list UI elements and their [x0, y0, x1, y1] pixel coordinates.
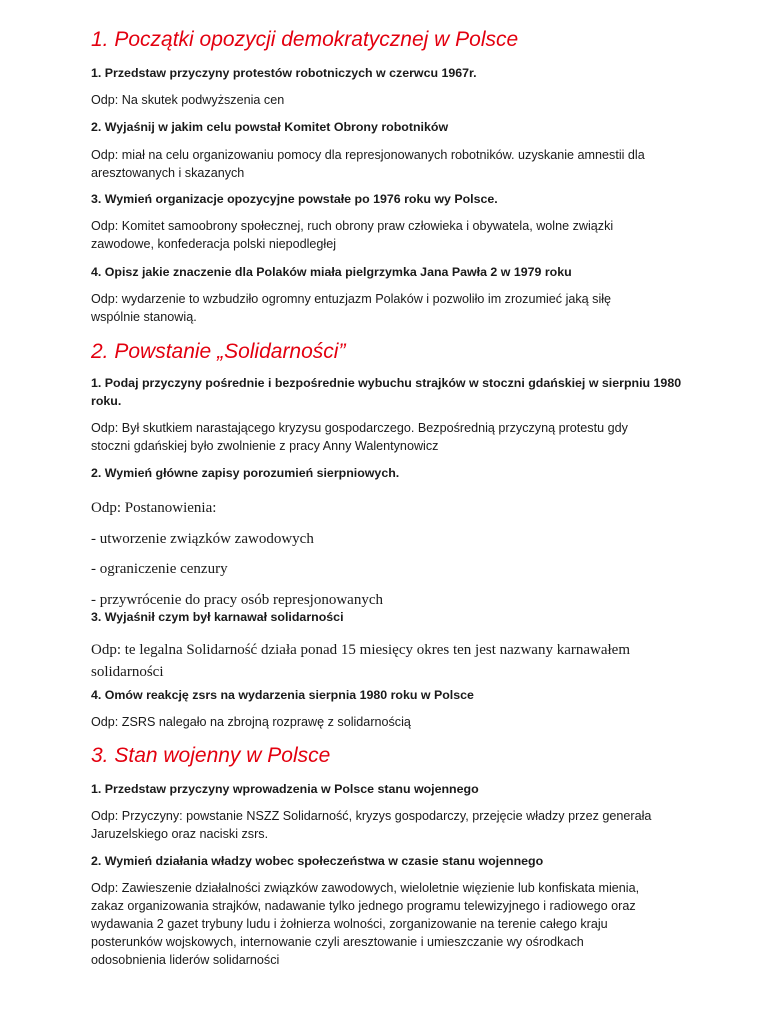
section-2-answer-1: Odp: Był skutkiem narastającego kryzysu gospodarczego. Bezpośrednią przyczyną protestu gdy stoczni gdańskiej było zwolnienie z pracy Anny Walentynowicz: [91, 421, 628, 453]
section-2-question-3: 3. Wyjaśnił czym był karnawał solidarności: [91, 610, 344, 624]
section-1-answer-2: Odp: miał na celu organizowaniu pomocy dla represjonowanych robotników. uzyskanie amnestii dla aresztowanych i skazanych: [91, 148, 645, 180]
section-1-question-3: 3. Wymień organizacje opozycyjne powstałe po 1976 roku wy Polsce.: [91, 192, 498, 206]
section-3-answer-2: Odp: Zawieszenie działalności związków zawodowych, wieloletnie więzienie lub konfiskata mienia, zakaz organizowania strajków, nadawanie tylko jednego programu telewizyjnego i radiowego oraz wydawania 2 gazet trybuny ludu i żołnierza wolności, zorganizowanie na terenie całego kraju posterunków wojskowych, internowanie czyli aresztowanie i umieszczanie wy ośrodkach odosobnienia liderów solidarności: [91, 881, 640, 967]
section-2-answer-2: Odp: Postanowienia: - utworzenie związków zawodowych - ograniczenie cenzury - przywrócenie do pracy osób represjonowanych: [91, 500, 383, 608]
section-1-question-1: 1. Przedstaw przyczyny protestów robotniczych w czerwcu 1967r.: [91, 66, 477, 80]
section-1-answer-1: Odp: Na skutek podwyższenia cen: [91, 93, 285, 107]
section-2-title: 2. Powstanie „Solidarności”: [91, 340, 346, 363]
section-3-answer-1: Odp: Przyczyny: powstanie NSZZ Solidarność, kryzys gospodarczy, przejęcie władzy przez generała Jaruzelskiego oraz naciski zsrs.: [91, 809, 652, 841]
section-3-question-1: 1. Przedstaw przyczyny wprowadzenia w Polsce stanu wojennego: [91, 782, 479, 796]
section-1-answer-3: Odp: Komitet samoobrony społecznej, ruch obrony praw człowieka i obywatela, wolne związki zawodowe, konfederacja polski niepodległej: [91, 219, 614, 251]
section-3-title: 3. Stan wojenny w Polsce: [91, 744, 331, 767]
section-1-answer-4: Odp: wydarzenie to wzbudziło ogromny entuzjazm Polaków i pozwoliło im zrozumieć jaką siłę wspólnie stanowią.: [91, 292, 612, 324]
section-2-question-2: 2. Wymień główne zapisy porozumień sierpniowych.: [91, 466, 400, 480]
section-3-question-2: 2. Wymień działania władzy wobec społeczeństwa w czasie stanu wojennego: [91, 854, 544, 868]
section-1-title: 1. Początki opozycji demokratycznej w Polsce: [91, 28, 519, 51]
section-2-answer-4: Odp: ZSRS nalegało na zbrojną rozprawę z solidarnością: [91, 715, 411, 729]
section-1-question-2: 2. Wyjaśnij w jakim celu powstał Komitet Obrony robotników: [91, 120, 449, 134]
section-2-question-4: 4. Omów reakcję zsrs na wydarzenia sierpnia 1980 roku w Polsce: [91, 688, 474, 702]
section-1-question-4: 4. Opisz jakie znaczenie dla Polaków miała pielgrzymka Jana Pawła 2 w 1979 roku: [91, 265, 572, 279]
section-2-answer-3: Odp: te legalna Solidarność działa ponad 15 miesięcy okres ten jest nazwany karnawałem solidarności: [91, 642, 630, 680]
section-2-question-1: 1. Podaj przyczyny pośrednie i bezpośrednie wybuchu strajków w stoczni gdańskiej w sierpniu 1980 roku.: [91, 376, 682, 408]
